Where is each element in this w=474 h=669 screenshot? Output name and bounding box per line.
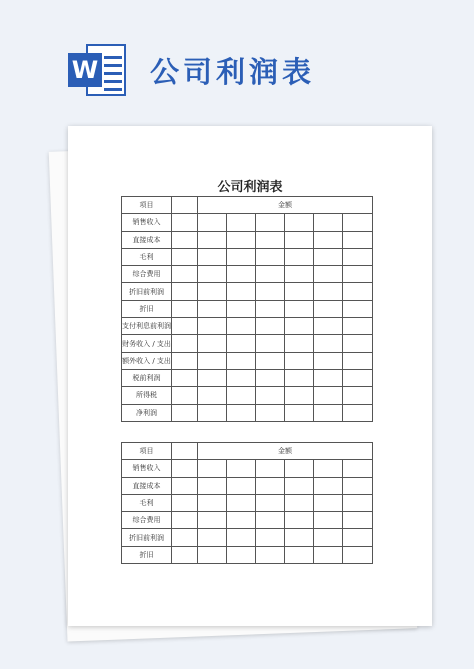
table-row [122,387,373,404]
empty-cell[interactable] [343,214,373,231]
table-row [122,529,373,546]
empty-cell[interactable] [172,352,198,369]
empty-cell[interactable] [343,335,373,352]
empty-cell[interactable] [343,352,373,369]
empty-cell[interactable] [285,529,314,546]
empty-cell[interactable] [314,404,343,421]
row-label-cell: 直接成本 [122,477,172,494]
empty-cell[interactable] [198,352,227,369]
header-item-cell: 项目 [122,197,172,214]
empty-cell[interactable] [285,266,314,283]
empty-cell[interactable] [256,460,285,477]
empty-cell[interactable] [285,512,314,529]
empty-cell[interactable] [256,512,285,529]
empty-cell[interactable] [256,283,285,300]
empty-cell[interactable] [198,335,227,352]
empty-cell[interactable] [198,512,227,529]
empty-cell[interactable] [172,404,198,421]
empty-cell[interactable] [227,387,256,404]
empty-cell[interactable] [256,352,285,369]
empty-cell[interactable] [256,546,285,563]
word-icon [68,44,128,96]
empty-cell[interactable] [285,477,314,494]
empty-cell[interactable] [227,460,256,477]
empty-cell[interactable] [314,387,343,404]
empty-cell[interactable] [198,529,227,546]
row-label-cell: 财务收入 / 支出 [122,335,172,352]
empty-cell[interactable] [256,369,285,386]
table-row [122,404,373,421]
empty-cell[interactable] [198,231,227,248]
empty-cell[interactable] [343,266,373,283]
empty-cell[interactable] [256,300,285,317]
empty-cell[interactable] [172,546,198,563]
empty-cell[interactable] [343,387,373,404]
empty-cell[interactable] [198,460,227,477]
empty-cell[interactable] [198,283,227,300]
empty-cell[interactable] [256,529,285,546]
empty-cell[interactable] [314,248,343,265]
empty-cell[interactable] [314,352,343,369]
document-page [68,126,432,626]
empty-cell[interactable] [227,248,256,265]
empty-cell[interactable] [256,404,285,421]
row-label-cell: 支付利息前利润 [122,318,172,335]
empty-cell[interactable] [227,404,256,421]
empty-cell[interactable] [256,387,285,404]
empty-cell[interactable] [227,231,256,248]
table-row [122,477,373,494]
empty-cell[interactable] [256,318,285,335]
banner-title: 公司利润表 [150,55,316,89]
empty-cell[interactable] [314,318,343,335]
banner [0,0,474,110]
row-label-cell: 毛利 [122,494,172,511]
empty-cell[interactable] [256,266,285,283]
empty-cell[interactable] [172,387,198,404]
empty-cell[interactable] [343,404,373,421]
empty-cell[interactable] [198,318,227,335]
empty-cell[interactable] [314,214,343,231]
empty-cell[interactable] [285,387,314,404]
empty-cell[interactable] [172,529,198,546]
empty-cell[interactable] [285,300,314,317]
row-label-cell: 折旧前利润 [122,529,172,546]
empty-cell[interactable] [198,266,227,283]
table-row [122,460,373,477]
empty-cell[interactable] [198,546,227,563]
empty-cell[interactable] [172,477,198,494]
empty-cell[interactable] [172,369,198,386]
header-blank-cell [172,197,198,214]
empty-cell[interactable] [198,477,227,494]
table-row [122,318,373,335]
empty-cell[interactable] [285,404,314,421]
empty-cell[interactable] [285,248,314,265]
empty-cell[interactable] [227,335,256,352]
table-row [122,300,373,317]
empty-cell[interactable] [314,460,343,477]
empty-cell[interactable] [227,477,256,494]
empty-cell[interactable] [343,300,373,317]
table-header-row [122,197,373,214]
empty-cell[interactable] [314,335,343,352]
empty-cell[interactable] [198,369,227,386]
header-item-cell: 项目 [122,443,172,460]
row-label-cell: 净利润 [122,404,172,421]
empty-cell[interactable] [285,369,314,386]
empty-cell[interactable] [172,231,198,248]
empty-cell[interactable] [227,266,256,283]
empty-cell[interactable] [256,335,285,352]
table-row [122,335,373,352]
empty-cell[interactable] [343,512,373,529]
empty-cell[interactable] [314,494,343,511]
empty-cell[interactable] [343,283,373,300]
empty-cell[interactable] [227,494,256,511]
empty-cell[interactable] [198,494,227,511]
table-row [122,546,373,563]
header-amount-cell: 金额 [198,197,373,214]
table-header-row [122,443,373,460]
empty-cell[interactable] [285,231,314,248]
empty-cell[interactable] [285,283,314,300]
row-label-cell: 税前利润 [122,369,172,386]
empty-cell[interactable] [256,494,285,511]
header-amount-cell: 金额 [198,443,373,460]
table-row [122,352,373,369]
empty-cell[interactable] [172,300,198,317]
empty-cell[interactable] [172,460,198,477]
empty-cell[interactable] [172,335,198,352]
empty-cell[interactable] [227,352,256,369]
empty-cell[interactable] [172,494,198,511]
empty-cell[interactable] [314,512,343,529]
row-label-cell: 综合费用 [122,266,172,283]
empty-cell[interactable] [198,248,227,265]
profit-table-2 [121,442,373,564]
table-row [122,266,373,283]
empty-cell[interactable] [285,494,314,511]
empty-cell[interactable] [172,512,198,529]
empty-cell[interactable] [343,477,373,494]
empty-cell[interactable] [314,283,343,300]
empty-cell[interactable] [227,546,256,563]
profit-table-1 [121,196,373,422]
empty-cell[interactable] [172,318,198,335]
row-label-cell: 毛利 [122,248,172,265]
empty-cell[interactable] [314,369,343,386]
table-row [122,248,373,265]
empty-cell[interactable] [314,529,343,546]
row-label-cell: 综合费用 [122,512,172,529]
row-label-cell: 折旧前利润 [122,283,172,300]
empty-cell[interactable] [172,214,198,231]
empty-cell[interactable] [198,404,227,421]
empty-cell[interactable] [198,214,227,231]
word-logo-letter: W [68,53,102,87]
empty-cell[interactable] [343,248,373,265]
empty-cell[interactable] [314,477,343,494]
header-blank-cell [172,443,198,460]
empty-cell[interactable] [285,352,314,369]
empty-cell[interactable] [227,214,256,231]
table-row [122,512,373,529]
row-label-cell: 销售收入 [122,460,172,477]
table-row [122,283,373,300]
empty-cell[interactable] [198,300,227,317]
empty-cell[interactable] [256,231,285,248]
empty-cell[interactable] [343,231,373,248]
empty-cell[interactable] [343,460,373,477]
empty-cell[interactable] [285,214,314,231]
empty-cell[interactable] [227,283,256,300]
empty-cell[interactable] [256,248,285,265]
empty-cell[interactable] [172,283,198,300]
empty-cell[interactable] [285,546,314,563]
empty-cell[interactable] [227,318,256,335]
empty-cell[interactable] [256,477,285,494]
empty-cell[interactable] [314,266,343,283]
table-row [122,231,373,248]
empty-cell[interactable] [198,387,227,404]
table-row [122,494,373,511]
row-label-cell: 销售收入 [122,214,172,231]
table-row [122,214,373,231]
empty-cell[interactable] [285,335,314,352]
empty-cell[interactable] [343,546,373,563]
table-row [122,369,373,386]
empty-cell[interactable] [343,529,373,546]
empty-cell[interactable] [343,494,373,511]
empty-cell[interactable] [343,318,373,335]
row-label-cell: 额外收入 / 支出 [122,352,172,369]
empty-cell[interactable] [314,546,343,563]
empty-cell[interactable] [172,266,198,283]
empty-cell[interactable] [172,248,198,265]
empty-cell[interactable] [285,460,314,477]
document-title: 公司利润表 [217,180,283,195]
empty-cell[interactable] [314,300,343,317]
empty-cell[interactable] [343,369,373,386]
empty-cell[interactable] [285,318,314,335]
empty-cell[interactable] [314,231,343,248]
row-label-cell: 直接成本 [122,231,172,248]
empty-cell[interactable] [227,512,256,529]
empty-cell[interactable] [227,300,256,317]
row-label-cell: 折旧 [122,300,172,317]
empty-cell[interactable] [227,369,256,386]
empty-cell[interactable] [256,214,285,231]
row-label-cell: 所得税 [122,387,172,404]
row-label-cell: 折旧 [122,546,172,563]
empty-cell[interactable] [227,529,256,546]
